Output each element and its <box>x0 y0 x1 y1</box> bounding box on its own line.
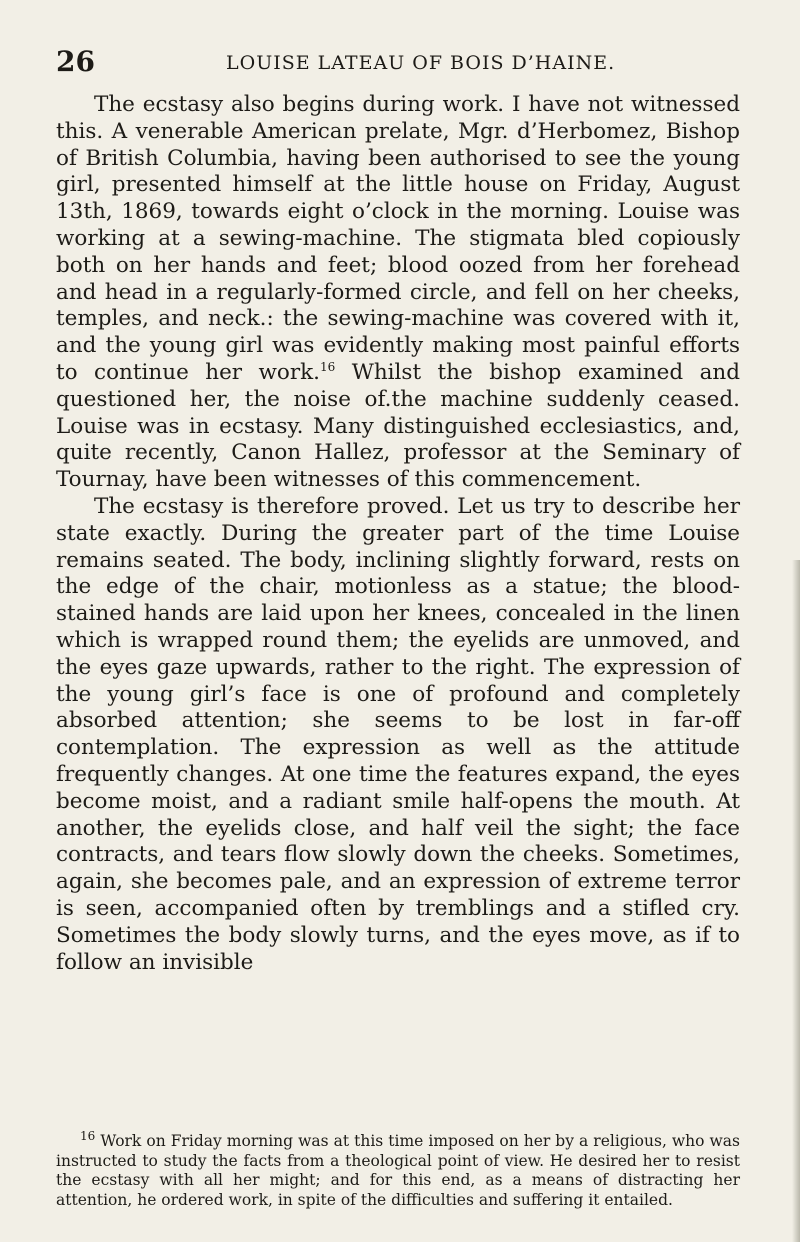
paragraph-2: The ecstasy is therefore proved. Let us try to describe her state exactly. During the greater part of the time Louise remains seated. The body, inclining slightly forward, rests on the edge of the chair, motionless as a statue; the blood-stained hands are laid upon her knees, concealed in the linen which is wrapped round them; the eyelids are unmoved, and the eyes gaze upwards, rather to the right. The expression of the young girl’s face is one of profound and completely absorbed attention; she seems to be lost in far-off contemplation. The expression as well as the attitude frequently changes. At one time the features expand, the eyes become moist, and a radiant smile half-opens the mouth. At another, the eyelids close, and half veil the sight; the face contracts, and tears flow slowly down the cheeks. Sometimes, again, she becomes pale, and an expression of extreme terror is seen, accompanied often by tremblings and a stifled cry. Sometimes the body slowly turns, and the eyes move, as if to follow an invisible <box>56 493 740 975</box>
page-header <box>56 46 746 78</box>
paragraph-1-text: The ecstasy also begins during work. I have not witnessed this. A venerable American prelate, Mgr. d’Herbomez, Bishop of British Columbia, having been authorised to see the young girl, presented himself at the little house on Friday, August 13th, 1869, towards eight o’clock in the morning. Louise was working at a sewing-machine. The stigmata bled copiously both on her hands and feet; blood oozed from her forehead and head in a regularly-formed circle, and fell on her cheeks, temples, and neck.: the sewing-machine was covered with it, and the young girl was evidently making most painful efforts to continue her work. <box>56 92 740 385</box>
footnote-text: Work on Friday morning was at this time imposed on her by a religious, who was instructed to study the facts from a theological point of view. He desired her to resist the ecstasy with all her might; and for this end, as a means of distracting her attention, he ordered work, in spite of the difficulties and suffering it entailed. <box>56 1132 740 1209</box>
page-number: 26 <box>56 45 95 78</box>
footnote-reference: 16 <box>320 359 336 374</box>
page-edge-shadow <box>792 560 800 1242</box>
paragraph-1-text-continued: Whilst the bishop examined and questioned her, the noise of.the machine suddenly ceased. Louise was in ecstasy. Many distinguished ecclesiastics, and, quite recently, Canon Hallez, professor at the Seminary of Tournay, have been witnesses of this commencement. <box>56 359 740 493</box>
paragraph-1 <box>56 92 740 494</box>
running-head: LOUISE LATEAU OF BOIS D’HAINE. <box>226 52 616 74</box>
body-text <box>56 92 740 976</box>
footnote-number: 16 <box>80 1128 96 1143</box>
footnote <box>56 1128 740 1210</box>
